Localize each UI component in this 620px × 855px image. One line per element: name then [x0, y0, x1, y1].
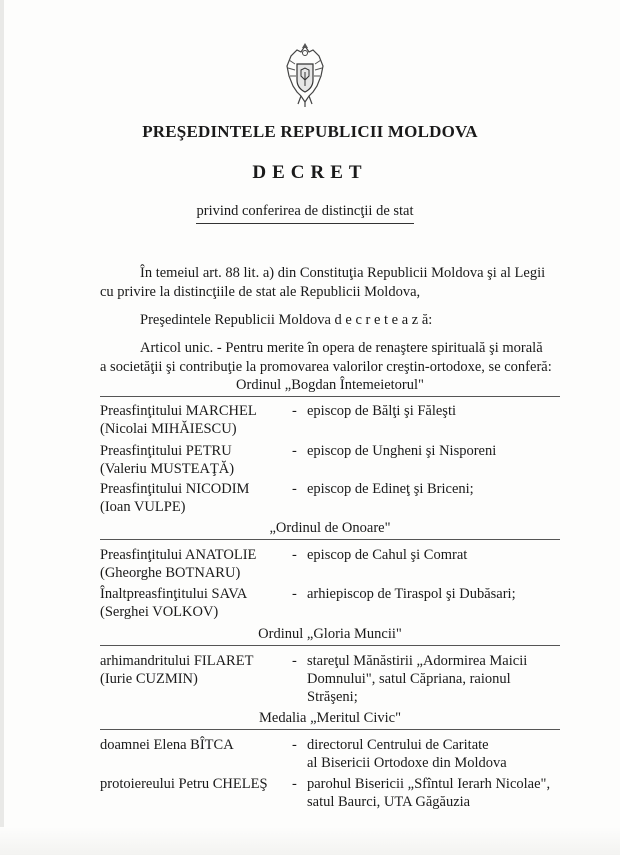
recipient-name	[100, 652, 290, 688]
recipient-role: episcop de Bălţi şi Făleşti	[307, 403, 457, 419]
recipient-role: episcop de Ungheni şi Nisporeni	[307, 443, 497, 459]
order-title: „Ordinul de Onoare"	[269, 520, 391, 536]
role-line: Străşeni;	[307, 689, 358, 705]
dash-separator: -	[292, 403, 297, 419]
recipient-role: episcop de Edineţ şi Briceni;	[307, 481, 474, 497]
decree-statement: Preşedintele Republicii Moldova d e c r e t e a z ă:	[140, 312, 433, 328]
recipient-name	[100, 775, 290, 793]
recipient-title: arhimandritului FILARET	[100, 653, 254, 669]
recipient-civil-name: (Iurie CUZMIN)	[100, 671, 198, 687]
dash-separator: -	[292, 653, 297, 669]
recipient-civil-name: (Serghei VOLKOV)	[100, 604, 219, 620]
recipient-title: Preasfinţitului PETRU	[100, 443, 232, 459]
dash-separator: -	[292, 443, 297, 459]
recipient-title: Preasfinţitului NICODIM	[100, 481, 250, 497]
order-title: Medalia „Meritul Civic"	[258, 710, 402, 726]
dash-separator: -	[292, 586, 297, 602]
article-line-2: a societăţii şi contribuţie la promovarea valorilor creştin-ortodoxe, se conferă:	[100, 359, 552, 375]
recipient-name	[100, 585, 290, 621]
order-title: Ordinul „Gloria Muncii"	[258, 626, 402, 642]
recipient-title: protoiereului Petru CHELEŞ	[100, 776, 268, 792]
section-divider	[100, 645, 560, 646]
recipient-name	[100, 736, 290, 754]
dash-separator: -	[292, 481, 297, 497]
recipient-title: Preasfinţitului MARCHEL	[100, 403, 257, 419]
issuer-heading: PREŞEDINTELE REPUBLICII MOLDOVA	[142, 122, 478, 141]
scan-shadow	[0, 827, 620, 855]
document-subtitle: privind conferirea de distincţii de stat	[196, 203, 414, 224]
recipient-title: Înaltpreasfinţitului SAVA	[100, 586, 248, 602]
role-line: directorul Centrului de Caritate	[307, 737, 489, 753]
preamble-line-2: cu privire la distincţiile de stat ale Republicii Moldova,	[100, 284, 421, 300]
role-line: Domnului", satul Căpriana, raionul	[307, 671, 511, 687]
section-divider	[100, 539, 560, 540]
dash-separator: -	[292, 737, 297, 753]
recipient-name	[100, 402, 290, 438]
dash-separator: -	[292, 547, 297, 563]
coat-of-arms-icon	[283, 42, 327, 108]
recipient-role	[307, 652, 557, 706]
role-line: parohul Bisericii „Sfîntul Ierarh Nicolae",	[307, 776, 551, 792]
recipient-name	[100, 442, 290, 478]
recipient-civil-name: (Nicolai MIHĂIESCU)	[100, 421, 237, 437]
section-divider	[100, 729, 560, 730]
recipient-civil-name: (Gheorghe BOTNARU)	[100, 565, 241, 581]
recipient-civil-name: (Valeriu MUSTEAŢĂ)	[100, 461, 235, 477]
order-title: Ordinul „Bogdan Întemeietorul"	[236, 377, 424, 393]
role-line: satul Baurci, UTA Găgăuzia	[307, 794, 471, 810]
recipient-role	[307, 736, 557, 772]
document-title: DECRET	[252, 162, 368, 183]
recipient-role: episcop de Cahul şi Comrat	[307, 547, 468, 563]
section-divider	[100, 396, 560, 397]
role-line: al Bisericii Ortodoxe din Moldova	[307, 755, 507, 771]
dash-separator: -	[292, 776, 297, 792]
recipient-title: doamnei Elena BÎTCA	[100, 737, 234, 753]
recipient-civil-name: (Ioan VULPE)	[100, 499, 186, 515]
recipient-role	[307, 775, 557, 811]
preamble-line-1: În temeiul art. 88 lit. a) din Constituţia Republicii Moldova şi al Legii	[140, 265, 546, 281]
recipient-role: arhiepiscop de Tiraspol şi Dubăsari;	[307, 586, 516, 602]
article-line-1: Articol unic. - Pentru merite în opera de renaştere spirituală şi morală	[140, 340, 543, 356]
role-line: stareţul Mănăstirii „Adormirea Maicii	[307, 653, 528, 669]
recipient-title: Preasfinţitului ANATOLIE	[100, 547, 257, 563]
recipient-name	[100, 546, 290, 582]
recipient-name	[100, 480, 290, 516]
